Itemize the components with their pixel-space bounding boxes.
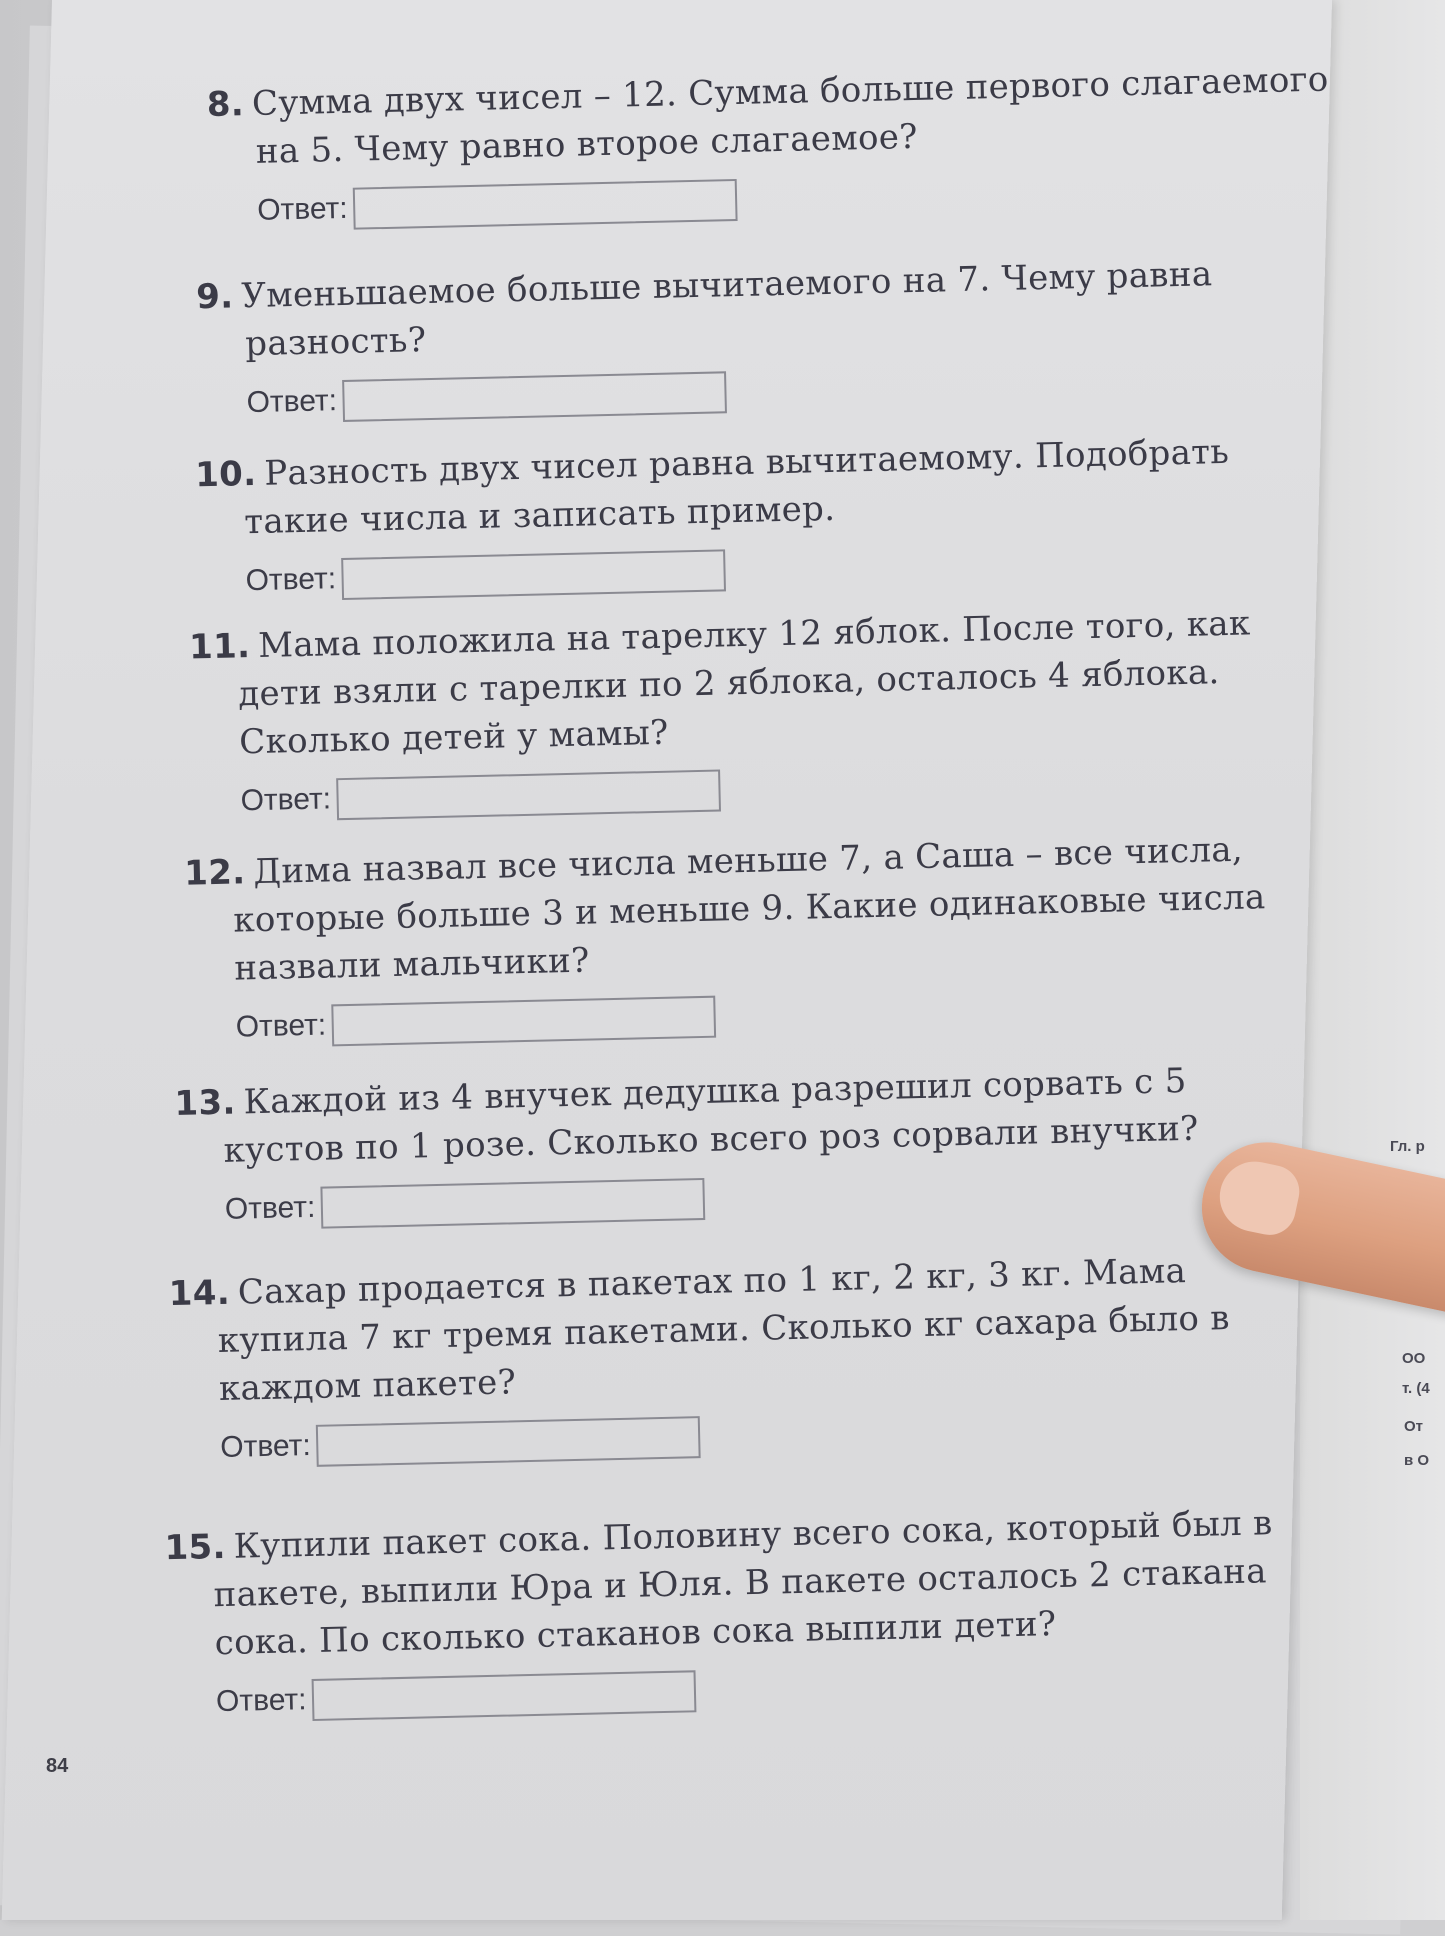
problem-number: 9. — [195, 276, 234, 318]
problem-text: Купили пакет сока. Половину всего сока, который был в пакете, выпили Юра и Юля. В пакете осталось 2 стакана сока. По сколько стаканов сока выпили дети? — [213, 1503, 1273, 1664]
problem-9 — [196, 247, 1339, 425]
adjacent-page-fragment: т. (4 — [1402, 1380, 1430, 1397]
adjacent-page-fragment: Гл. р — [1390, 1138, 1425, 1155]
problem-text: Сахар продается в пакетах по 1 кг, 2 кг, 3 кг. Мама купила 7 кг тремя пакетами. Сколько кг сахара было в каждом пакете? — [217, 1251, 1231, 1410]
adjacent-page-fragment: ОО — [1402, 1350, 1426, 1367]
answer-field[interactable] — [343, 371, 728, 422]
problem-number: 10. — [194, 453, 257, 496]
problem-number: 8. — [206, 84, 245, 125]
problem-10 — [195, 425, 1338, 603]
answer-field[interactable] — [332, 996, 717, 1047]
answer-row — [176, 1164, 1317, 1232]
answer-field[interactable] — [353, 179, 738, 230]
answer-row — [168, 1656, 1309, 1724]
answer-row — [192, 756, 1333, 824]
answer-field[interactable] — [337, 770, 722, 821]
problem-text: Каждой из 4 внучек дедушка разрешил сорвать с 5 кустов по 1 розе. Сколько всего роз сорвали внучки? — [223, 1061, 1200, 1171]
answer-row — [187, 982, 1328, 1050]
answer-field[interactable] — [312, 1670, 697, 1721]
answer-label: Ответ: — [240, 782, 332, 818]
problem-14 — [168, 1244, 1312, 1470]
problem-text: Дима назвал все числа меньше 7, а Саша – все числа, которые больше 3 и меньше 9. Какие одинаковые числа назвали мальчики? — [232, 829, 1266, 989]
problem-12 — [184, 824, 1328, 1050]
problem-text: Мама положила на тарелку 12 яблок. После того, как дети взяли с тарелки по 2 яблока, осталось 4 яблока. Сколько детей у мамы? — [237, 603, 1251, 763]
answer-label: Ответ: — [215, 1683, 307, 1719]
answer-label: Ответ: — [245, 562, 337, 598]
answer-label: Ответ: — [219, 1428, 312, 1465]
answer-label: Ответ: — [235, 1008, 327, 1044]
problem-15 — [164, 1498, 1308, 1724]
problem-13 — [174, 1054, 1317, 1232]
answer-field[interactable] — [316, 1416, 701, 1467]
answer-row — [172, 1402, 1313, 1470]
problem-number: 14. — [168, 1272, 231, 1315]
page-number: 84 — [46, 1755, 69, 1777]
answer-field[interactable] — [342, 549, 727, 600]
answer-row — [198, 357, 1339, 425]
problem-text: Уменьшаемое больше вычитаемого на 7. Чему равна разность? — [240, 254, 1213, 365]
problem-number: 12. — [183, 852, 246, 894]
problem-text: Сумма двух чисел – 12. Сумма больше первого слагаемого на 5. Чему равно второе слагаемое? — [251, 59, 1329, 172]
problem-number: 15. — [164, 1526, 227, 1569]
problem-text: Разность двух чисел равна вычитаемому. Подобрать такие числа и записать пример. — [243, 431, 1230, 543]
answer-label: Ответ: — [246, 384, 338, 420]
fingernail — [1213, 1155, 1304, 1240]
answer-label: Ответ: — [224, 1190, 316, 1226]
answer-field[interactable] — [321, 1178, 706, 1229]
answer-label: Ответ: — [256, 191, 349, 227]
problem-8 — [206, 55, 1349, 233]
problem-11 — [189, 598, 1333, 824]
problem-number: 13. — [174, 1082, 237, 1124]
problem-number: 11. — [188, 626, 251, 668]
adjacent-page-fragment: в О — [1404, 1452, 1430, 1469]
answer-row — [197, 535, 1338, 603]
answer-row — [209, 165, 1350, 233]
adjacent-page-fragment: От — [1404, 1418, 1424, 1435]
